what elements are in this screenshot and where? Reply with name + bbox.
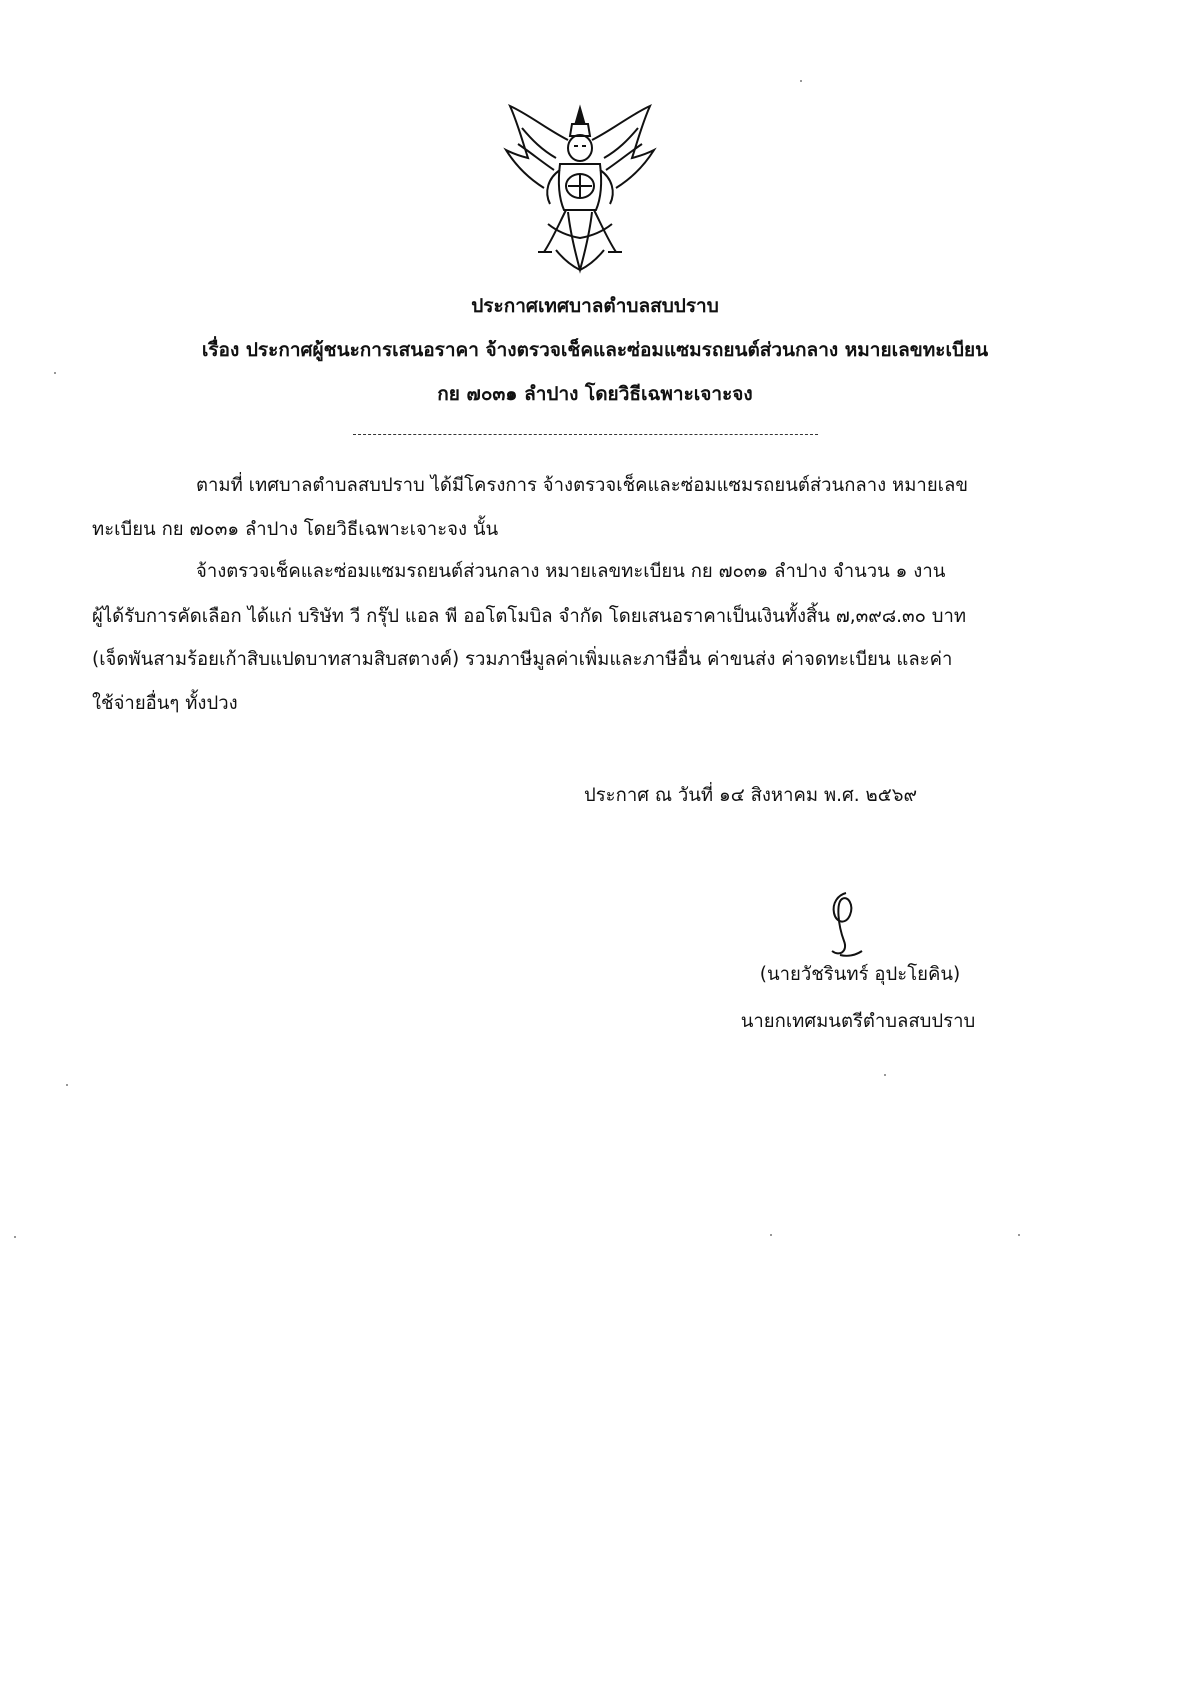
scan-speck [54, 372, 56, 374]
signatory-name: (นายวัชรินทร์ อุปะโยคิน) [759, 964, 961, 985]
scan-speck [800, 80, 802, 82]
paragraph-1-line-2: ทะเบียน กย ๗๐๓๑ ลำปาง โดยวิธีเฉพาะเจาะจง นั้น [92, 519, 499, 540]
handwritten-signature [810, 885, 880, 965]
paragraph-2-line-2: ผู้ได้รับการคัดเลือก ได้แก่ บริษัท วี กรุ๊ป แอล พี ออโตโมบิล จำกัด โดยเสนอราคาเป็นเงินทั้งสิ้น ๗,๓๙๘.๓๐ บาท [92, 606, 967, 627]
announcement-date: ประกาศ ณ วันที่ ๑๔ สิงหาคม พ.ศ. ๒๕๖๙ [584, 785, 918, 806]
scan-speck [884, 1074, 886, 1076]
scan-speck [1018, 1234, 1020, 1236]
announcement-title: ประกาศเทศบาลตำบลสบปราบ [471, 295, 719, 317]
scan-speck [14, 1236, 16, 1238]
subject-line: เรื่อง ประกาศผู้ชนะการเสนอราคา จ้างตรวจเช็คและซ่อมแซมรถยนต์ส่วนกลาง หมายเลขทะเบียน [201, 339, 989, 361]
subject-line-continued: กย ๗๐๓๑ ลำปาง โดยวิธีเฉพาะเจาะจง [437, 383, 753, 405]
garuda-emblem [498, 100, 662, 280]
paragraph-2-line-4: ใช้จ่ายอื่นๆ ทั้งปวง [92, 693, 238, 714]
paragraph-2-line-3: (เจ็ดพันสามร้อยเก้าสิบแปดบาทสามสิบสตางค์) รวมภาษีมูลค่าเพิ่มและภาษีอื่น ค่าขนส่ง ค่าจดทะเบียน และค่า [92, 649, 953, 670]
paragraph-2-line-1: จ้างตรวจเช็คและซ่อมแซมรถยนต์ส่วนกลาง หมายเลขทะเบียน กย ๗๐๓๑ ลำปาง จำนวน ๑ งาน [196, 561, 946, 582]
separator-line [353, 434, 818, 435]
scan-speck [66, 1084, 68, 1086]
signatory-title: นายกเทศมนตรีตำบลสบปราบ [740, 1011, 976, 1032]
paragraph-1-line-1: ตามที่ เทศบาลตำบลสบปราบ ได้มีโครงการ จ้างตรวจเช็คและซ่อมแซมรถยนต์ส่วนกลาง หมายเลข [196, 475, 968, 496]
scan-speck [770, 1234, 772, 1236]
